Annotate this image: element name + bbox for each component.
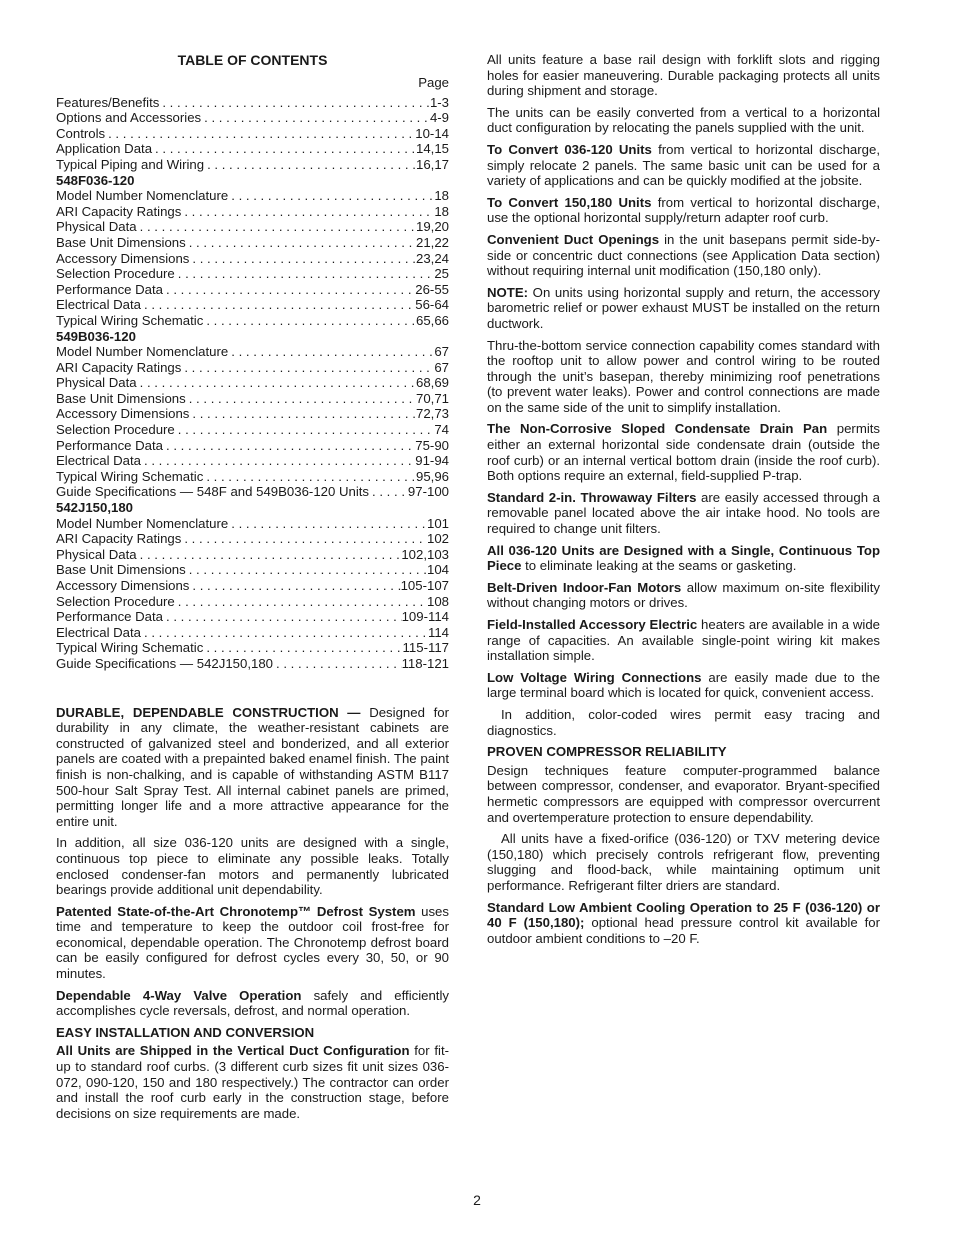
toc-entry-label: Model Number Nomenclature	[56, 515, 229, 531]
easy-installation-heading: EASY INSTALLATION AND CONVERSION	[56, 1024, 315, 1040]
shipped-text: for fit-up to standard roof curbs. (3 different curb sizes fit unit sizes 036-072, 090-120, 150 and 180 respectively.) The contractor can order and install the roof curb early in the construction stage, before decisions on size requirements are made.	[56, 1043, 450, 1121]
toc-entry	[56, 375, 449, 391]
durable-lead: DURABLE, DEPENDABLE CONSTRUCTION —	[56, 704, 361, 720]
shipped-paragraph	[56, 1043, 449, 1121]
toc-entry	[56, 484, 449, 500]
toc-leader-dots	[163, 282, 415, 298]
toc-entry-page: 1-3	[429, 94, 449, 110]
toc-leader-dots	[141, 625, 428, 641]
toppiece-text: to eliminate leaking at the seams or gasketing.	[521, 558, 797, 574]
defrost-paragraph	[56, 904, 449, 982]
toc-entry-page: 25	[434, 266, 449, 282]
shipped-lead: All Units are Shipped in the Vertical Duct Configuration	[56, 1043, 410, 1059]
compressor-paragraph: Design techniques feature computer-programmed balance between compressor, condenser, and evaporator. Bryant-specified hermetic compressors are equipped with compressor overcurrent and overtemperature protection to ensure dependability.	[487, 762, 880, 825]
toc-entry	[56, 282, 449, 298]
convert150-lead: To Convert 150,180 Units	[487, 194, 652, 210]
toc-entry	[56, 422, 449, 438]
toc-entry	[56, 251, 449, 267]
toc-page-label: Page	[418, 75, 449, 90]
toc-entry-page: 4-9	[429, 110, 449, 126]
filters-lead: Standard 2-in. Throwaway Filters	[487, 489, 697, 505]
belt-lead: Belt-Driven Indoor-Fan Motors	[487, 579, 682, 595]
valve-lead: Dependable 4-Way Valve Operation	[56, 987, 302, 1003]
convert-general-paragraph: The units can be easily converted from a vertical to a horizontal duct configuration by relocating the panels supplied with the unit.	[487, 104, 880, 136]
compressor-heading: PROVEN COMPRESSOR RELIABILITY	[487, 744, 727, 760]
convert036-text: from vertical to horizontal discharge, simply relocate 2 panels. The same basic unit can be used for a variety of applications and can be quickly modified at the jobsite.	[487, 141, 880, 189]
toc-leader-dots	[181, 531, 427, 547]
duct-text: in the unit basepans permit side-by-side or concentric duct connections (see Application Data section) without requiring internal unit modification (150,180 only).	[487, 231, 881, 279]
lowvolt-text: are easily made due to the large terminal board which is located for quick, convenient access.	[487, 669, 880, 701]
note-lead: NOTE:	[487, 284, 529, 300]
toc-leader-dots	[203, 313, 416, 329]
toc-leader-dots	[186, 391, 416, 407]
toc-entry-label: Electrical Data	[56, 453, 142, 469]
toc-entry-label: Model Number Nomenclature	[56, 188, 229, 204]
toc-entry-page: 102	[426, 531, 449, 547]
toc-entry-label: Selection Procedure	[56, 266, 175, 282]
toc-leader-dots	[159, 95, 430, 111]
toc-entry-page: 115-117	[402, 640, 449, 656]
toc-entry-page: 23,24	[415, 250, 449, 266]
toc-leader-dots	[273, 656, 402, 672]
toc-entry-page: 21,22	[415, 234, 449, 250]
duct-lead: Convenient Duct Openings	[487, 231, 660, 247]
duct-paragraph	[487, 232, 880, 279]
toc-leader-dots	[186, 562, 427, 578]
valve-text: safely and efficiently accomplishes cycle reversals, defrost, and normal operation.	[56, 987, 449, 1019]
toc-entry-label: Accessory Dimensions	[56, 578, 190, 593]
toc-entry	[56, 95, 449, 111]
filters-text: are easily accessed through a removable panel located above the air intake hood. No tools are required to change unit filters.	[487, 489, 880, 537]
toc-entry-label: Base Unit Dimensions	[56, 234, 186, 250]
toppiece-lead: All 036-120 Units are Designed with a Single, Continuous Top Piece	[487, 542, 880, 574]
toc-entry-label: Selection Procedure	[56, 593, 175, 609]
toc-leader-dots	[186, 235, 416, 251]
toc-entry-page: 18	[434, 188, 449, 204]
toc-leader-dots	[181, 360, 434, 376]
toc-entry	[56, 219, 449, 235]
toc-entry-label: Guide Specifications — 548F and 549B036-120 Units	[56, 484, 370, 500]
convert036-lead: To Convert 036-120 Units	[487, 141, 652, 157]
toc-entry-page: 56-64	[415, 297, 449, 313]
toc-entry-page: 10-14	[415, 125, 449, 141]
toc-leader-dots	[137, 219, 416, 235]
toc-entry-page: 72,73	[415, 406, 449, 422]
toc-entry-page: 18	[434, 203, 449, 219]
toppiece-paragraph	[487, 543, 880, 574]
toc-leader-dots	[228, 516, 427, 532]
toc-entry-label: Options and Accessories	[56, 110, 202, 126]
toc-entry-label: ARI Capacity Ratings	[56, 203, 182, 219]
toc-entry-label: Accessory Dimensions	[56, 250, 190, 266]
toc-entry-label: Physical Data	[56, 546, 137, 562]
toc-entry-page: 65,66	[415, 312, 449, 328]
toc-entry-page: 118-121	[401, 655, 449, 671]
filters-paragraph	[487, 490, 880, 537]
toc-entry-label: Performance Data	[56, 437, 164, 453]
orifice-paragraph: All units have a fixed-orifice (036-120) or TXV metering device (150,180) which precisely controls refrigerant flow, preventing slugging and flood-back, while maintaining optimum unit performance. Refrigerant filter driers are standard.	[487, 831, 880, 893]
toc-entry-page: 74	[434, 422, 449, 438]
addition-paragraph: In addition, all size 036-120 units are designed with a single, continuous top piece to eliminate any possible leaks. Totally enclosed condenser-fan motors and permanently lubricated bearings provide additional unit dependability.	[56, 835, 449, 898]
toc-entry-page: 95,96	[415, 468, 449, 484]
valve-paragraph	[56, 988, 449, 1019]
toc-entry-page: 102,103	[401, 546, 449, 562]
toc-entry	[56, 157, 449, 173]
toc-entry	[56, 594, 449, 610]
toc-entry-page: 70,71	[415, 390, 449, 406]
toc-leader-dots	[175, 594, 427, 610]
toc-entry	[56, 235, 449, 251]
toc-leader-dots	[201, 110, 430, 126]
toc-entry	[56, 453, 449, 469]
toc-entry-page: 14,15	[415, 141, 449, 157]
toc-entry-label: Guide Specifications — 542J150,180	[56, 655, 274, 671]
toc-entry	[56, 609, 449, 625]
toc-entry-label: Typical Piping and Wiring	[56, 156, 205, 172]
durable-paragraph	[56, 705, 449, 830]
toc-entry	[56, 141, 449, 157]
toc-entry-page: 75-90	[415, 437, 449, 453]
toc-entry-label: ARI Capacity Ratings	[56, 531, 182, 547]
toc-entry-label: Controls	[56, 125, 106, 141]
heater-lead: Field-Installed Accessory Electric	[487, 617, 698, 632]
toc-entry-label: Performance Data	[56, 609, 164, 625]
toc-entry-page: 97-100	[407, 484, 449, 500]
toc-entry	[56, 516, 449, 532]
toc-entry-page: 68,69	[415, 375, 449, 391]
toc-leader-dots	[163, 609, 402, 625]
toc-leader-dots	[141, 297, 415, 313]
toc-leader-dots	[203, 469, 416, 485]
belt-text: allow maximum on-site flexibility without changing motors or drives.	[487, 579, 880, 611]
toc-leader-dots	[137, 375, 416, 391]
toc-entry	[56, 110, 449, 126]
toc-leader-dots	[203, 640, 402, 656]
toc-entry-label: ARI Capacity Ratings	[56, 359, 182, 375]
toc-entry	[56, 625, 449, 641]
toc-549b-list	[56, 344, 449, 500]
toc-entry-label: Base Unit Dimensions	[56, 390, 186, 406]
toc-entry-label: Performance Data	[56, 281, 164, 297]
toc-entry-page: 104	[426, 562, 449, 578]
toc-entry	[56, 469, 449, 485]
toc-entry-page: 101	[426, 515, 449, 531]
ambient-lead: Standard Low Ambient Cooling Operation to 25 F (036-120) or 40 F (150,180);	[487, 899, 880, 931]
toc-entry-label: Physical Data	[56, 219, 137, 235]
toc-entry	[56, 344, 449, 360]
ambient-text: optional head pressure control kit available for outdoor ambient conditions to –20 F.	[487, 915, 880, 946]
toc-title: TABLE OF CONTENTS	[177, 52, 328, 68]
toc-entry	[56, 640, 449, 656]
lowvolt-paragraph	[487, 670, 880, 701]
toc-entry-label: Physical Data	[56, 375, 137, 391]
toc-entry-label: Electrical Data	[56, 624, 142, 640]
toc-general-list	[56, 95, 449, 173]
toc-leader-dots	[105, 126, 415, 142]
heater-text: heaters are available in a wide range of capacities. An available single-point wiring kit makes installation simple.	[487, 617, 880, 664]
toc-leader-dots	[175, 266, 435, 282]
drain-paragraph	[487, 421, 880, 483]
toc-entry	[56, 406, 449, 422]
toc-group-542j: 542J150,180	[56, 500, 134, 516]
note-paragraph	[487, 285, 880, 332]
drain-text: permits either an external horizontal side condensate drain (outside the roof curb) or an internal vertical bottom drain (inside the roof curb). Both options require an external, field-supplied P-trap.	[487, 421, 881, 484]
toc-entry-page: 67	[434, 359, 449, 375]
toc-entry-page: 19,20	[415, 219, 449, 235]
toc-leader-dots	[369, 484, 408, 500]
toc-leader-dots	[189, 578, 400, 594]
durable-text: Designed for durability in any climate, the weather-resistant cabinets are constructed of galvanized steel and bonderized, and all exterior panels are coated with a prepainted baked enamel finish. The paint finish is non-chalking, and is capable of withstanding ASTM B117 500-hour Salt Spray Test. All internal cabinet panels are primed, permitting longer life and a more attractive appearance for the entire unit.	[56, 704, 449, 829]
convert150-paragraph	[487, 195, 880, 226]
toc-entry	[56, 360, 449, 376]
toc-leader-dots	[189, 406, 416, 422]
belt-paragraph	[487, 580, 880, 611]
toc-entry-label: Base Unit Dimensions	[56, 562, 186, 578]
toc-leader-dots	[152, 141, 416, 157]
toc-leader-dots	[228, 344, 434, 360]
toc-entry-label: Typical Wiring Schematic	[56, 468, 204, 484]
toc-entry-label: Selection Procedure	[56, 422, 175, 438]
toc-entry	[56, 656, 449, 672]
toc-entry	[56, 266, 449, 282]
toc-leader-dots	[204, 157, 416, 173]
toc-entry-label: Application Data	[56, 141, 153, 157]
toc-entry-label: Typical Wiring Schematic	[56, 312, 204, 328]
toc-entry	[56, 578, 449, 594]
toc-entry-page: 91-94	[415, 453, 449, 469]
toc-entry-page: 67	[434, 344, 449, 360]
toc-entry-label: Electrical Data	[56, 297, 142, 313]
toc-entry-label: Model Number Nomenclature	[56, 344, 229, 360]
toc-entry-page: 16,17	[415, 156, 449, 172]
defrost-text: uses time and temperature to keep the outdoor coil frost-free for economical, dependable operation. The Chronotemp defrost board can be easily configured for defrost cycles every 30, 50, or 90 minutes.	[56, 903, 449, 982]
toc-entry	[56, 547, 449, 563]
toc-leader-dots	[141, 453, 415, 469]
toc-entry	[56, 204, 449, 220]
toc-entry-page: 26-55	[415, 281, 449, 297]
heater-paragraph	[487, 617, 880, 664]
left-column	[56, 52, 449, 1127]
toc-entry	[56, 126, 449, 142]
toc-entry	[56, 297, 449, 313]
toc-entry	[56, 391, 449, 407]
colorcoded-paragraph: In addition, color-coded wires permit easy tracing and diagnostics.	[487, 706, 880, 738]
toc-leader-dots	[137, 547, 402, 563]
toc-entry-page: 105-107	[400, 578, 449, 593]
toc-leader-dots	[175, 422, 435, 438]
drain-lead: The Non-Corrosive Sloped Condensate Drain Pan	[487, 421, 828, 437]
toc-leader-dots	[228, 188, 434, 204]
convert150-text: from vertical to horizontal discharge, use the optional horizontal supply/return adapter roof curb.	[487, 194, 880, 226]
toc-entry	[56, 562, 449, 578]
base-rail-paragraph: All units feature a base rail design with forklift slots and rigging holes for easier maneuvering. Durable packaging protects all units during shipment and storage.	[487, 52, 880, 99]
toc-leader-dots	[189, 251, 416, 267]
toc-542j-list	[56, 516, 449, 672]
toc-entry	[56, 531, 449, 547]
lowvolt-lead: Low Voltage Wiring Connections	[487, 669, 702, 685]
ambient-paragraph	[487, 900, 880, 947]
page-number: 2	[473, 1192, 481, 1208]
toc-entry-label: Typical Wiring Schematic	[56, 640, 204, 656]
toc-entry-label: Accessory Dimensions	[56, 406, 190, 422]
toc-548f-list	[56, 188, 449, 328]
note-text: On units using horizontal supply and return, the accessory barometric relief or power exhaust MUST be installed on the return ductwork.	[487, 284, 880, 331]
toc-entry-page: 109-114	[401, 609, 449, 625]
right-column	[487, 52, 880, 952]
thru-bottom-paragraph: Thru-the-bottom service connection capability comes standard with the rooftop unit to allow power and control wiring to be routed through the unit’s basepan, thereby minimizing roof penetrations (to prevent water leaks). Power and control connections are made on the same side of the unit to simplify installation.	[487, 337, 880, 415]
toc-leader-dots	[181, 204, 434, 220]
toc-group-548f: 548F036-120	[56, 172, 135, 188]
toc-entry-label: Features/Benefits	[56, 94, 160, 110]
defrost-lead: Patented State-of-the-Art Chronotemp™ Defrost System	[56, 903, 416, 919]
toc-entry	[56, 188, 449, 204]
toc-entry-page: 108	[426, 593, 449, 609]
toc-entry	[56, 313, 449, 329]
toc-entry	[56, 438, 449, 454]
convert036-paragraph	[487, 142, 880, 189]
toc-leader-dots	[163, 438, 415, 454]
toc-entry-page: 114	[427, 624, 449, 640]
toc-group-549b: 549B036-120	[56, 328, 136, 344]
